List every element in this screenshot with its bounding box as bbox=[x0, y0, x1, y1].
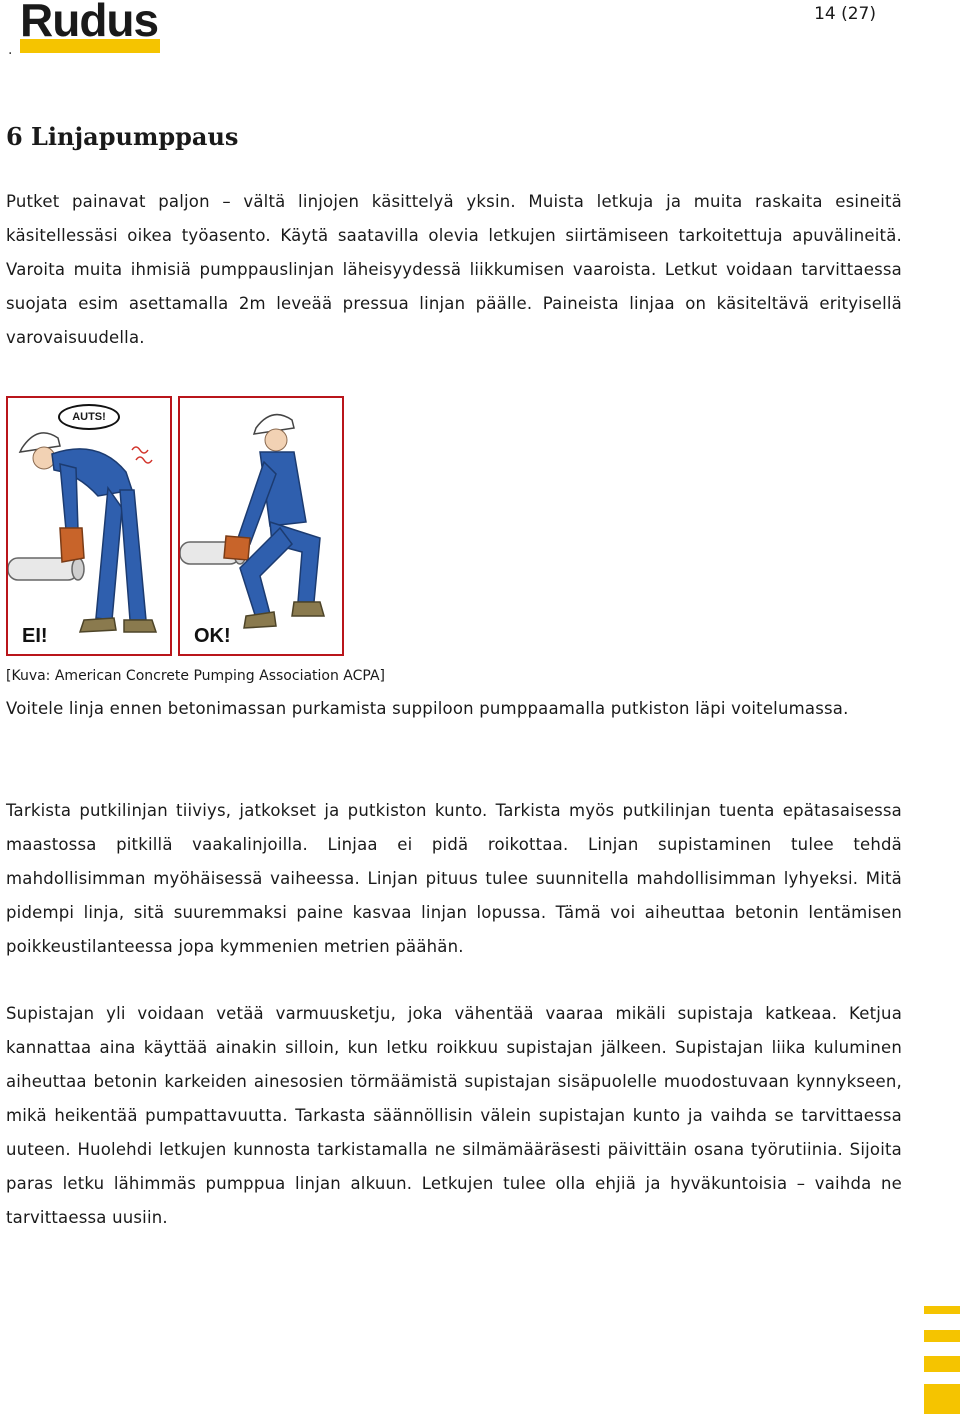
rudus-logo bbox=[4, 2, 164, 60]
speech-bubble: AUTS! bbox=[58, 404, 120, 430]
worker-squatting-illustration bbox=[180, 398, 342, 654]
wrong-label: EI! bbox=[22, 625, 48, 647]
paragraph-handling: Putket painavat paljon – vältä linjojen käsittelyä yksin. Muista letkuja ja muita raskaita esineitä käsitellessäsi oikea työasento. Käytä saatavilla olevia letkujen siirtämiseen tarkoitettuja apuvälineitä. Varoita muita ihmisiä pumppauslinjan läheisyydessä liikkumisen vaaroista. Letkut voidaan tarvittaessa suojata esim asettamalla 2m leveää pressua linjan päälle. Paineista linjaa on käsiteltävä erityisellä varovaisuudella. bbox=[6, 192, 902, 347]
paragraph-reducer: Supistajan yli voidaan vetää varmuusketju, joka vähentää vaaraa mikäli supistaja katkeaa. Ketjua kannattaa aina käyttää ainakin silloin, kun letku roikkuu supistajan jälkeen. Supistajan liika kuluminen aiheuttaa betonin karkeiden ainesosien törmäämistä supistajan sisäpuolelle muodostuvaan kynnykseen, mikä heikentää pumpattavuutta. Tarkasta säännöllisin välein supistajan kunto ja vaihda se tarvittaessa uuteen. Huolehdi letkujen kunnosta tarkistamalla ne silmämääräsesti päivittäin osana työrutiinia. Sijoita paras letku lähimmäs pumppua linjan alkuun. Letkujen tulee olla ehjiä ja hyväkuntoisia – vaihda ne tarvittaessa uusiin. bbox=[6, 1004, 902, 1227]
lifting-illustration bbox=[6, 396, 342, 658]
logo-dot: . bbox=[8, 42, 13, 58]
section-heading: 6 Linjapumppaus bbox=[6, 122, 239, 151]
figure-caption: [Kuva: American Concrete Pumping Association ACPA] bbox=[6, 668, 385, 684]
logo-text: Rudus bbox=[20, 0, 159, 46]
paragraph-lubrication: Voitele linja ennen betonimassan purkamista suppiloon pumppaamalla putkiston läpi voitelumassa. bbox=[6, 699, 849, 718]
stripe bbox=[924, 1384, 960, 1414]
worker-bent-back-illustration bbox=[8, 398, 170, 654]
paragraph-pipeline-check: Tarkista putkilinjan tiiviys, jatkokset ja putkiston kunto. Tarkista myös putkilinjan tuenta epätasaisessa maastossa pitkillä vaakalinjoilla. Linjaa ei pidä roikottaa. Linjan supistaminen tulee tehdä mahdollisimman myöhäisessä vaiheessa. Linjan pituus tulee suunnitella mahdollisimman lyhyeksi. Mitä pidempi linja, sitä suuremmaksi paine kasvaa linjan lopussa. Tämä voi aiheuttaa betonin lentämisen poikkeustilanteessa jopa kymmenien metrien päähän. bbox=[6, 801, 902, 956]
panel-wrong-posture bbox=[6, 396, 172, 656]
correct-label: OK! bbox=[194, 625, 231, 647]
stripe bbox=[924, 1306, 960, 1314]
page-number: 14 (27) bbox=[814, 4, 876, 24]
panel-correct-posture bbox=[178, 396, 344, 656]
stripe bbox=[924, 1330, 960, 1342]
stripe bbox=[924, 1356, 960, 1372]
decorative-stripes bbox=[924, 1302, 960, 1414]
